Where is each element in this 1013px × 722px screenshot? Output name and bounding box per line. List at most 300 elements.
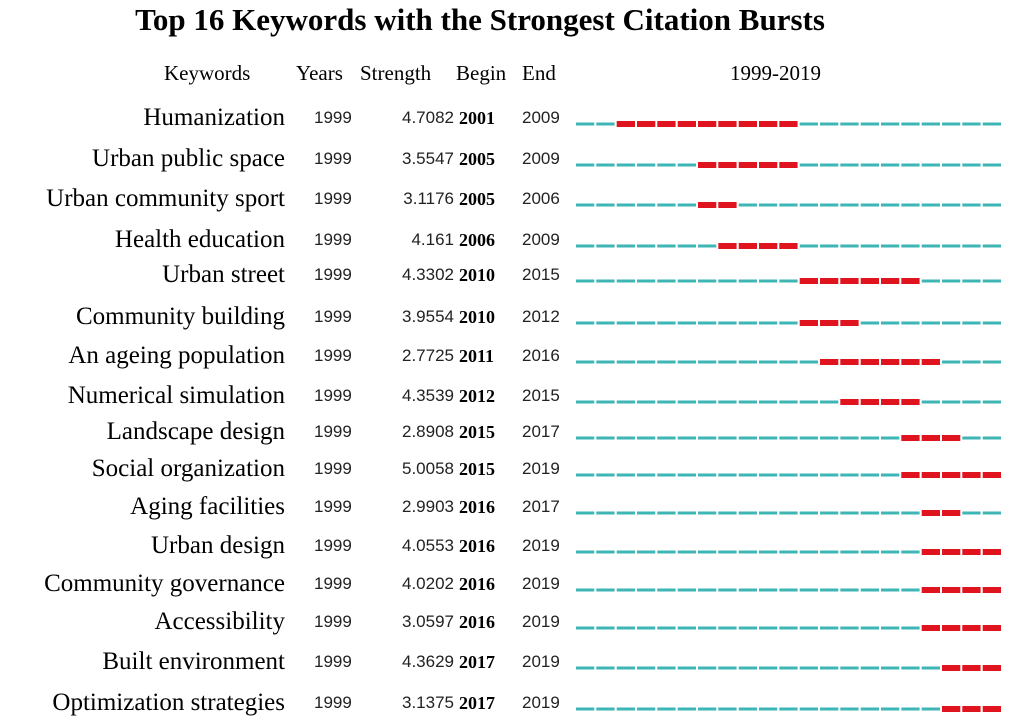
end-value: 2019 bbox=[522, 612, 560, 631]
timeline-segment bbox=[576, 474, 594, 477]
burst-segment bbox=[983, 587, 1001, 593]
timeline-segment bbox=[922, 322, 940, 325]
timeline-segment bbox=[759, 361, 777, 364]
timeline-segment bbox=[759, 589, 777, 592]
timeline-segment bbox=[637, 361, 655, 364]
timeline-segment bbox=[881, 589, 899, 592]
timeline-segment bbox=[739, 627, 757, 630]
timeline-segment bbox=[617, 437, 635, 440]
timeline-segment bbox=[800, 474, 818, 477]
keyword-label: Optimization strategies bbox=[52, 689, 285, 716]
timeline-segment bbox=[962, 164, 980, 167]
timeline-segment bbox=[617, 474, 635, 477]
burst-segment bbox=[759, 162, 777, 168]
timeline-segment bbox=[922, 401, 940, 404]
burst-segment bbox=[820, 278, 838, 284]
timeline-segment bbox=[922, 708, 940, 711]
burst-segment bbox=[698, 202, 716, 208]
timeline-segment bbox=[800, 123, 818, 126]
timeline-segment bbox=[617, 708, 635, 711]
timeline-segment bbox=[901, 204, 919, 207]
timeline-segment bbox=[779, 474, 797, 477]
strength-value: 4.3302 bbox=[402, 265, 454, 284]
keyword-label: Health education bbox=[114, 226, 285, 253]
timeline-segment bbox=[759, 322, 777, 325]
chart-title: Top 16 Keywords with the Strongest Citation Bursts bbox=[135, 2, 825, 37]
end-value: 2009 bbox=[522, 230, 560, 249]
timeline-segment bbox=[657, 280, 675, 283]
timeline-segment bbox=[617, 245, 635, 248]
timeline-segment bbox=[739, 667, 757, 670]
timeline-segment bbox=[840, 437, 858, 440]
timeline-segment bbox=[678, 401, 696, 404]
timeline-segment bbox=[962, 204, 980, 207]
burst-segment bbox=[901, 278, 919, 284]
timeline-segment bbox=[800, 164, 818, 167]
burst-segment bbox=[962, 625, 980, 631]
timeline-segment bbox=[942, 204, 960, 207]
burst-segment bbox=[901, 472, 919, 478]
timeline-segment bbox=[718, 280, 736, 283]
timeline-segment bbox=[759, 401, 777, 404]
year-value: 1999 bbox=[314, 536, 352, 555]
timeline-segment bbox=[861, 512, 879, 515]
timeline-segment bbox=[637, 708, 655, 711]
timeline-segment bbox=[576, 708, 594, 711]
timeline-segment bbox=[698, 627, 716, 630]
header-strength: Strength bbox=[360, 61, 432, 85]
burst-segment bbox=[983, 472, 1001, 478]
timeline-segment bbox=[800, 589, 818, 592]
strength-value: 5.0058 bbox=[402, 459, 454, 478]
timeline-segment bbox=[718, 322, 736, 325]
timeline-segment bbox=[881, 164, 899, 167]
timeline-segment bbox=[596, 361, 614, 364]
timeline-segment bbox=[637, 627, 655, 630]
timeline-segment bbox=[596, 322, 614, 325]
timeline-segment bbox=[840, 164, 858, 167]
timeline-segment bbox=[637, 474, 655, 477]
timeline-segment bbox=[576, 322, 594, 325]
timeline-segment bbox=[657, 322, 675, 325]
timeline-segment bbox=[637, 667, 655, 670]
timeline-segment bbox=[759, 627, 777, 630]
timeline-segment bbox=[596, 589, 614, 592]
timeline-segment bbox=[718, 437, 736, 440]
keyword-label: Urban public space bbox=[92, 145, 285, 172]
timeline-segment bbox=[657, 708, 675, 711]
begin-value: 2005 bbox=[459, 149, 495, 169]
burst-segment bbox=[922, 625, 940, 631]
timeline-segment bbox=[800, 204, 818, 207]
end-value: 2016 bbox=[522, 346, 560, 365]
timeline-segment bbox=[861, 708, 879, 711]
timeline-segment bbox=[840, 627, 858, 630]
timeline-segment bbox=[922, 204, 940, 207]
burst-segment bbox=[962, 549, 980, 555]
strength-value: 3.5547 bbox=[402, 149, 454, 168]
timeline-segment bbox=[901, 589, 919, 592]
timeline-segment bbox=[840, 512, 858, 515]
timeline-segment bbox=[779, 708, 797, 711]
keyword-label: Community governance bbox=[44, 570, 285, 597]
year-value: 1999 bbox=[314, 693, 352, 712]
keyword-label: Built environment bbox=[102, 648, 285, 675]
timeline-segment bbox=[678, 474, 696, 477]
end-value: 2019 bbox=[522, 652, 560, 671]
timeline-segment bbox=[698, 551, 716, 554]
burst-segment bbox=[881, 278, 899, 284]
timeline-segment bbox=[881, 512, 899, 515]
strength-value: 2.8908 bbox=[402, 422, 454, 441]
end-value: 2015 bbox=[522, 265, 560, 284]
timeline-segment bbox=[617, 627, 635, 630]
timeline-segment bbox=[637, 164, 655, 167]
timeline-segment bbox=[718, 708, 736, 711]
timeline-segment bbox=[922, 245, 940, 248]
timeline-segment bbox=[779, 204, 797, 207]
strength-value: 2.9903 bbox=[402, 497, 454, 516]
burst-segment bbox=[820, 320, 838, 326]
timeline-segment bbox=[617, 204, 635, 207]
timeline-segment bbox=[901, 322, 919, 325]
timeline-segment bbox=[820, 401, 838, 404]
header-end: End bbox=[522, 61, 556, 85]
timeline-segment bbox=[800, 437, 818, 440]
timeline-segment bbox=[739, 512, 757, 515]
strength-value: 3.9554 bbox=[402, 307, 454, 326]
timeline-segment bbox=[861, 551, 879, 554]
burst-segment bbox=[942, 549, 960, 555]
end-value: 2017 bbox=[522, 497, 560, 516]
timeline-segment bbox=[922, 164, 940, 167]
timeline-segment bbox=[820, 245, 838, 248]
timeline-segment bbox=[983, 401, 1001, 404]
burst-segment bbox=[881, 359, 899, 365]
burst-segment bbox=[942, 665, 960, 671]
header-period: 1999-2019 bbox=[730, 61, 821, 85]
burst-segment bbox=[983, 706, 1001, 712]
timeline-segment bbox=[698, 322, 716, 325]
timeline-segment bbox=[576, 164, 594, 167]
timeline-segment bbox=[698, 280, 716, 283]
timeline-segment bbox=[678, 708, 696, 711]
timeline-segment bbox=[820, 164, 838, 167]
burst-segment bbox=[759, 243, 777, 249]
year-value: 1999 bbox=[314, 386, 352, 405]
timeline-segment bbox=[820, 551, 838, 554]
end-value: 2006 bbox=[522, 189, 560, 208]
timeline-segment bbox=[678, 667, 696, 670]
timeline-segment bbox=[983, 204, 1001, 207]
timeline-segment bbox=[678, 204, 696, 207]
burst-segment bbox=[779, 162, 797, 168]
burst-segment bbox=[779, 243, 797, 249]
timeline-segment bbox=[962, 437, 980, 440]
timeline-segment bbox=[596, 708, 614, 711]
timeline-segment bbox=[861, 474, 879, 477]
timeline-segment bbox=[657, 667, 675, 670]
burst-segment bbox=[983, 549, 1001, 555]
timeline-segment bbox=[983, 123, 1001, 126]
burst-segment bbox=[698, 121, 716, 127]
timeline-segment bbox=[657, 512, 675, 515]
timeline-segment bbox=[739, 437, 757, 440]
timeline-segment bbox=[881, 627, 899, 630]
timeline-segment bbox=[840, 123, 858, 126]
timeline-segment bbox=[962, 123, 980, 126]
timeline-segment bbox=[718, 401, 736, 404]
burst-segment bbox=[942, 472, 960, 478]
timeline-segment bbox=[840, 708, 858, 711]
end-value: 2009 bbox=[522, 108, 560, 127]
keyword-label: Numerical simulation bbox=[67, 382, 285, 409]
timeline-segment bbox=[596, 437, 614, 440]
timeline-segment bbox=[739, 280, 757, 283]
timeline-segment bbox=[657, 361, 675, 364]
timeline-segment bbox=[861, 627, 879, 630]
begin-value: 2015 bbox=[459, 459, 495, 479]
timeline-segment bbox=[881, 474, 899, 477]
timeline-segment bbox=[576, 280, 594, 283]
burst-segment bbox=[922, 587, 940, 593]
timeline-segment bbox=[820, 708, 838, 711]
year-value: 1999 bbox=[314, 574, 352, 593]
timeline-segment bbox=[800, 667, 818, 670]
timeline-segment bbox=[617, 401, 635, 404]
burst-segment bbox=[718, 243, 736, 249]
burst-segment bbox=[861, 359, 879, 365]
timeline-segment bbox=[596, 164, 614, 167]
timeline-segment bbox=[962, 245, 980, 248]
timeline-segment bbox=[718, 512, 736, 515]
strength-value: 3.1176 bbox=[403, 189, 454, 208]
timeline-segment bbox=[962, 401, 980, 404]
timeline-segment bbox=[881, 204, 899, 207]
timeline-segment bbox=[779, 551, 797, 554]
timeline-segment bbox=[820, 627, 838, 630]
timeline-segment bbox=[617, 164, 635, 167]
keyword-label: Landscape design bbox=[106, 418, 285, 445]
timeline-segment bbox=[718, 589, 736, 592]
burst-segment bbox=[942, 587, 960, 593]
timeline-segment bbox=[861, 204, 879, 207]
begin-value: 2017 bbox=[459, 652, 495, 672]
burst-segment bbox=[922, 359, 940, 365]
timeline-segment bbox=[657, 204, 675, 207]
timeline-segment bbox=[739, 589, 757, 592]
burst-segment bbox=[901, 435, 919, 441]
timeline-segment bbox=[698, 589, 716, 592]
burst-segment bbox=[840, 359, 858, 365]
burst-segment bbox=[942, 435, 960, 441]
end-value: 2019 bbox=[522, 574, 560, 593]
strength-value: 4.0202 bbox=[402, 574, 454, 593]
burst-segment bbox=[678, 121, 696, 127]
year-value: 1999 bbox=[314, 265, 352, 284]
timeline-segment bbox=[820, 512, 838, 515]
timeline-segment bbox=[779, 512, 797, 515]
end-value: 2019 bbox=[522, 459, 560, 478]
timeline-segment bbox=[576, 627, 594, 630]
timeline-segment bbox=[617, 361, 635, 364]
timeline-segment bbox=[698, 512, 716, 515]
burst-segment bbox=[881, 399, 899, 405]
strength-value: 4.0553 bbox=[402, 536, 454, 555]
burst-segment bbox=[779, 121, 797, 127]
timeline-segment bbox=[678, 512, 696, 515]
timeline-segment bbox=[576, 667, 594, 670]
timeline-segment bbox=[820, 123, 838, 126]
timeline-segment bbox=[698, 437, 716, 440]
timeline-segment bbox=[596, 401, 614, 404]
timeline-segment bbox=[637, 322, 655, 325]
timeline-segment bbox=[698, 361, 716, 364]
timeline-segment bbox=[800, 245, 818, 248]
timeline-segment bbox=[800, 708, 818, 711]
timeline-segment bbox=[881, 708, 899, 711]
burst-segment bbox=[962, 472, 980, 478]
timeline-segment bbox=[698, 667, 716, 670]
timeline-segment bbox=[881, 667, 899, 670]
timeline-segment bbox=[678, 551, 696, 554]
burst-segment bbox=[800, 320, 818, 326]
begin-value: 2016 bbox=[459, 574, 495, 594]
timeline-segment bbox=[617, 322, 635, 325]
timeline-segment bbox=[983, 437, 1001, 440]
timeline-segment bbox=[881, 551, 899, 554]
timeline-segment bbox=[678, 437, 696, 440]
timeline-segment bbox=[637, 245, 655, 248]
year-value: 1999 bbox=[314, 497, 352, 516]
timeline-segment bbox=[617, 551, 635, 554]
timeline-segment bbox=[840, 204, 858, 207]
timeline-segment bbox=[779, 322, 797, 325]
keyword-label: Urban community sport bbox=[46, 185, 285, 212]
timeline-segment bbox=[779, 667, 797, 670]
timeline-segment bbox=[901, 123, 919, 126]
timeline-segment bbox=[840, 551, 858, 554]
timeline-segment bbox=[637, 589, 655, 592]
strength-value: 3.0597 bbox=[402, 612, 454, 631]
strength-value: 4.7082 bbox=[402, 108, 454, 127]
timeline-segment bbox=[718, 474, 736, 477]
year-value: 1999 bbox=[314, 230, 352, 249]
begin-value: 2016 bbox=[459, 612, 495, 632]
timeline-segment bbox=[962, 280, 980, 283]
timeline-segment bbox=[779, 437, 797, 440]
timeline-segment bbox=[901, 708, 919, 711]
keyword-label: Aging facilities bbox=[130, 493, 285, 520]
burst-segment bbox=[962, 587, 980, 593]
timeline-segment bbox=[698, 245, 716, 248]
timeline-segment bbox=[718, 667, 736, 670]
burst-segment bbox=[698, 162, 716, 168]
year-value: 1999 bbox=[314, 459, 352, 478]
strength-value: 4.3539 bbox=[402, 386, 454, 405]
timeline-segment bbox=[759, 204, 777, 207]
timeline-segment bbox=[657, 474, 675, 477]
burst-segment bbox=[800, 278, 818, 284]
timeline-segment bbox=[576, 401, 594, 404]
end-value: 2012 bbox=[522, 307, 560, 326]
timeline-segment bbox=[576, 123, 594, 126]
timeline-segment bbox=[779, 361, 797, 364]
strength-value: 2.7725 bbox=[402, 346, 454, 365]
burst-segment bbox=[718, 202, 736, 208]
keyword-label: Accessibility bbox=[154, 608, 285, 635]
timeline-segment bbox=[678, 164, 696, 167]
year-value: 1999 bbox=[314, 652, 352, 671]
timeline-segment bbox=[678, 361, 696, 364]
timeline-segment bbox=[637, 401, 655, 404]
burst-segment bbox=[739, 162, 757, 168]
timeline-segment bbox=[942, 280, 960, 283]
timeline-segment bbox=[718, 361, 736, 364]
timeline-segment bbox=[861, 667, 879, 670]
timeline-segment bbox=[820, 204, 838, 207]
begin-value: 2010 bbox=[459, 307, 495, 327]
timeline-segment bbox=[861, 322, 879, 325]
timeline-segment bbox=[698, 401, 716, 404]
burst-segment bbox=[962, 665, 980, 671]
keyword-label: Social organization bbox=[91, 455, 285, 482]
timeline-segment bbox=[861, 245, 879, 248]
timeline-segment bbox=[840, 589, 858, 592]
timeline-segment bbox=[759, 512, 777, 515]
timeline-segment bbox=[962, 512, 980, 515]
timeline-segment bbox=[942, 361, 960, 364]
burst-segment bbox=[739, 243, 757, 249]
burst-segment bbox=[840, 320, 858, 326]
burst-segment bbox=[718, 162, 736, 168]
timeline-segment bbox=[657, 401, 675, 404]
timeline-segment bbox=[800, 401, 818, 404]
timeline-segment bbox=[657, 551, 675, 554]
timeline-segment bbox=[576, 589, 594, 592]
timeline-segment bbox=[596, 280, 614, 283]
burst-segment bbox=[840, 399, 858, 405]
keyword-label: Humanization bbox=[143, 104, 285, 131]
burst-segment bbox=[983, 625, 1001, 631]
timeline-segment bbox=[922, 280, 940, 283]
begin-value: 2015 bbox=[459, 422, 495, 442]
timeline-segment bbox=[596, 204, 614, 207]
timeline-segment bbox=[779, 401, 797, 404]
timeline-segment bbox=[739, 401, 757, 404]
timeline-segment bbox=[657, 589, 675, 592]
timeline-segment bbox=[800, 551, 818, 554]
timeline-segment bbox=[962, 322, 980, 325]
timeline-segment bbox=[901, 551, 919, 554]
timeline-segment bbox=[596, 245, 614, 248]
timeline-segment bbox=[698, 708, 716, 711]
timeline-segment bbox=[942, 164, 960, 167]
timeline-segment bbox=[657, 437, 675, 440]
timeline-segment bbox=[942, 322, 960, 325]
timeline-segment bbox=[861, 437, 879, 440]
timeline-segment bbox=[779, 280, 797, 283]
timeline-segment bbox=[983, 322, 1001, 325]
begin-value: 2017 bbox=[459, 693, 495, 713]
timeline-segment bbox=[657, 627, 675, 630]
timeline-segment bbox=[901, 512, 919, 515]
burst-segment bbox=[922, 435, 940, 441]
timeline-segment bbox=[576, 551, 594, 554]
burst-segment bbox=[759, 121, 777, 127]
burst-segment bbox=[840, 278, 858, 284]
timeline-segment bbox=[840, 474, 858, 477]
